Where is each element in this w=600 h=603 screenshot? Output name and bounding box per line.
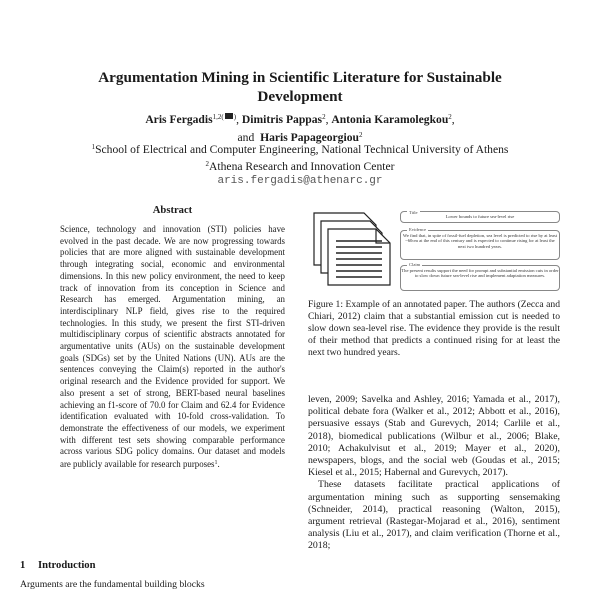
section-number: 1 [20,560,26,571]
envelope-icon [225,113,233,119]
intro-text: Arguments are the fundamental building blocks [20,579,205,590]
author-affil-mark: 2 [322,113,326,121]
annotation-box-evidence [400,227,560,260]
abstract-text: Science, technology and innovation (STI) policies have evolved in the past decade. We are now progressing towards policies that are more aligned with sustainable development through integrating social, economic and environmental dimensions. In this new policy environment, the need to keep track of innovation from its conception in Science and Research has emerged. Argumentation mining, an interdisciplinary NLP field, gives rise to the required technologies. In this study, we present the first STI-driven multidisciplinary corpus of scientific abstracts annotated for argumentative units (AUs) on the sustainable development goals (SDGs) set by the United Nations (UN). AUs are the sentences conveying the Claim(s) reported in the author's original research and the Evidence provided for support. We also present a set of strong, BERT-based neural baselines achieving an f1-score of 70.0 for Claim and 62.4 for Evidence identification evaluated with 10-fold cross-validation. To demonstrate the effectiveness of our models, we experiment with different test sets showing comparable performance across various SDG policy domains. Our dataset and models are publicly available for research purposes [60,224,285,470]
figure-caption: Figure 1: Example of an annotated paper. The authors (Zecca and Chiari, 2012) claim that a substantial emission cut is needed to slow down sea-level rise. The evidence they provide is the result of their method that predicts a continued rising for at least the next two hundred years. [308,299,560,358]
abstract-heading: Abstract [152,205,193,216]
author-affil-mark: 1,2 [212,113,222,121]
author-name: Dimitris Pappas [241,113,323,126]
section-title: Introduction [38,560,96,571]
annotation-label: Evidence [409,227,427,232]
affiliation [20,157,580,174]
annotation-box-title [400,211,560,223]
abstract-section [60,204,285,471]
author-email[interactable]: aris.fergadis@athenarc.gr [217,175,383,187]
figure-1 [306,203,566,293]
affil-text: Athena Research and Innovation Center [209,160,395,173]
affiliation [20,140,580,157]
paragraph: These datasets facilitate practical applications of argumentation mining such as supporting sensemaking (Schneider, 2014), practical reasoning (Walton, 2015), argument retrieval (Rastegar-Mojarad et al., 2016), sentiment analysis (Liu et al., 2017), and claim verification (Thorne et al., 2018; [308,479,560,552]
affil-mark: 1 [91,143,96,151]
annotation-text: The present results support the need for prompt and substantial emission cuts in order to slow down future sea-level rise and implement adaptation measures. [401,268,559,279]
affil-text: School of Electrical and Computer Engineering, National Technical University of Athens [95,143,509,156]
annotation-label: Claim [409,262,421,267]
paragraph: leven, 2009; Savelka and Ashley, 2016; Yamada et al., 2017), political debate fora (Walker et al., 2012; Abbott et al., 2016), persuasive essays (Stab and Gurevych, 2014; Carlile et al., 2018), biomedical publications (Wilbur et al., 2006; Blake, 2010; Achakulvisut et al., 2019; Mayer et al., 2020), newspapers, blogs, and the social web (Goudas et al., 2015; Kiesel et al., 2015; Habernal and Gurevych, 2017). [308,394,560,479]
author-name: Aris Fergadis [145,113,213,126]
annotation-box-claim [400,262,560,291]
annotation-text: Lower bounds to future sea-level rise [445,214,515,219]
affiliations [20,140,580,189]
annotation-label: Title [407,208,420,218]
footnote-mark[interactable]: 1 [214,460,218,467]
document-stack-icon [306,203,392,289]
text-lines [336,241,382,277]
author-conjunction: and [237,130,255,144]
author-list: Aris Fergadis$^{1,2(}$ ), Dimitris Pappas$^2$, Antonia Karamolegkou$^2$, and Haris Papageorgiou$^2$ [145,113,455,144]
annotation-text: We find that, in spite of fossil-fuel depletion, sea level is predicted to rise by at least ~60cm at the end of this century and is expected to continue rising for at least the next two hundred years. [402,233,558,249]
author-name: Haris Papageorgiou [260,130,359,144]
author-name: Antonia Karamolegkou [331,113,449,126]
paper-title: Argumentation Mining in Scientific Literature for Sustainable Development [98,69,502,105]
author-affil-mark: 2 [448,113,452,121]
right-column-text [308,394,560,553]
affil-mark: 2 [205,160,210,168]
abstract-body: Science, technology and innovation (STI) policies have evolved in the past decade. We are now progressing towards policies that are more aligned with sustainable development through integrating social, economic and environmental dimensions. In this new policy environment, the need to keep track of innovation from its conception in Science and Research has emerged. Argumentation mining, an interdisciplinary NLP field, gives rise to the required technologies. In this study, we present the first STI-driven multidisciplinary corpus of scientific abstracts annotated for argumentative units (AUs) on the sustainable development goals (SDGs) set by the United Nations (UN). AUs are the sentences conveying the Claim(s) reported in the author's original research and the Evidence provided for support. We also present a set of strong, BERT-based neural baselines achieving an f1-score of 70.0 for Claim and 62.4 for Evidence identification evaluated with 10-fold cross-validation. To demonstrate the effectiveness of our models, we experiment with different test sets showing comparable performance across various SDG policy domains. Our dataset and models are publicly available for research purposes$^1$. [60,224,285,470]
author-affil-mark: 2 [358,130,363,139]
section-heading [20,560,96,571]
